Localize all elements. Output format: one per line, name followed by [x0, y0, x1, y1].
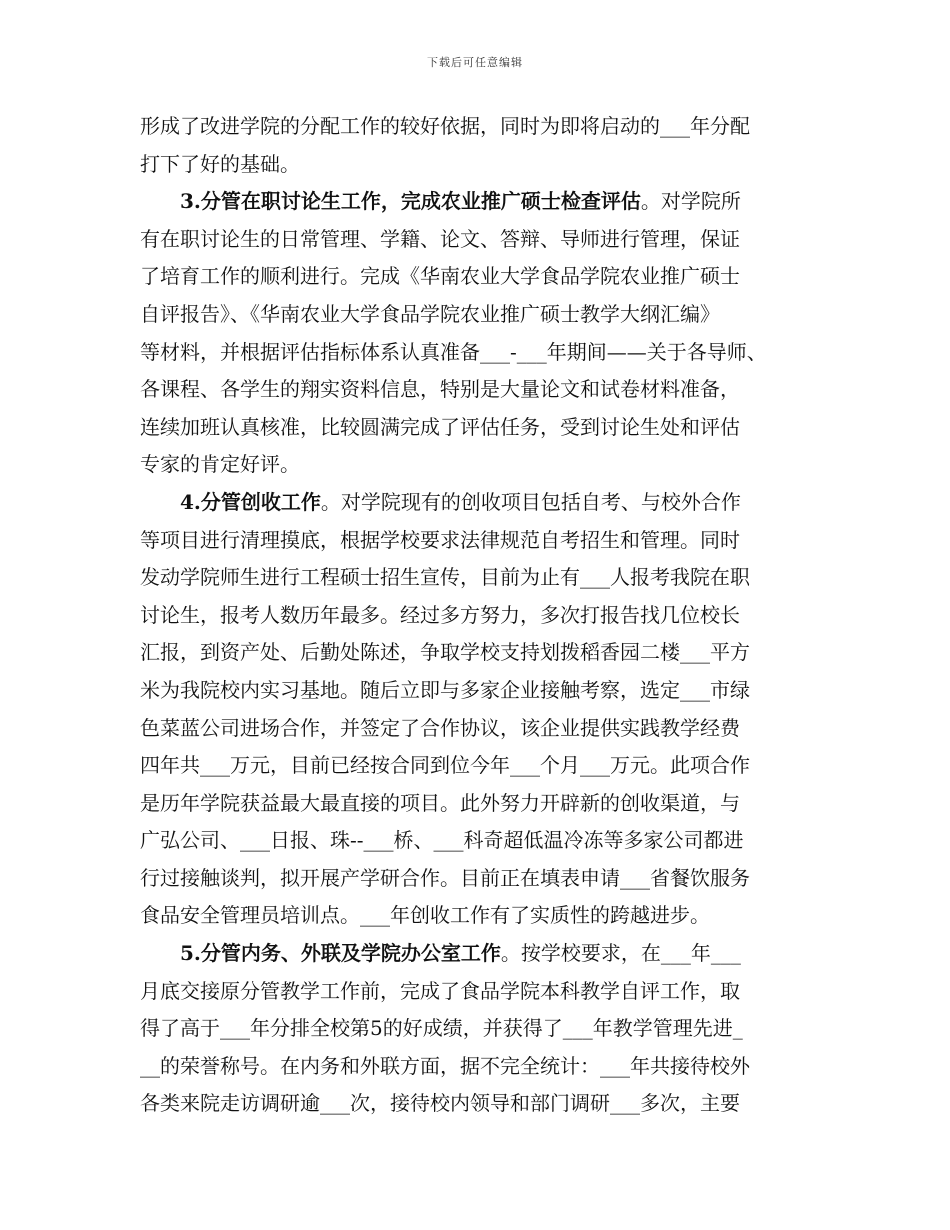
line-text: 食品安全管理员培训点。___年创收工作有了实质性的跨越进步。 — [140, 903, 710, 928]
line-text: 各类来院走访调研逾___次，接待校内领导和部门调研___多次，主要 — [140, 1091, 740, 1116]
text-line — [140, 822, 812, 860]
text-line — [140, 672, 812, 710]
line-text: 得了高于___年分排全校第5的好成绩，并获得了___年教学管理先进_ — [140, 1016, 743, 1041]
line-text: 月底交接原分管教学工作前，完成了食品学院本科教学自评工作，取 — [140, 978, 740, 1003]
text-line — [140, 183, 812, 221]
line-text: 等材料，并根据评估指标体系认真准备___-___年期间——关于各导师、 — [140, 339, 767, 364]
text-line — [140, 1085, 812, 1123]
line-text: 打下了好的基础。 — [140, 151, 300, 176]
text-line — [140, 484, 812, 522]
line-text: __的荣誉称号。在内务和外联方面，据不完全统计：___年共接待校外 — [140, 1053, 750, 1078]
text-line — [140, 146, 812, 184]
text-line — [140, 559, 812, 597]
line-text: 专家的肯定好评。 — [140, 452, 300, 477]
text-line — [140, 522, 812, 560]
line-text: 。对学院现有的创收项目包括自考、与校外合作 — [320, 489, 741, 514]
text-line — [140, 747, 812, 785]
page-header: 下载后可任意编辑 — [427, 56, 523, 69]
line-text: 讨论生，报考人数历年最多。经过多方努力，多次打报告找几位校长 — [140, 602, 740, 627]
line-text: 。对学院所 — [640, 189, 741, 214]
text-line — [140, 258, 812, 296]
text-line — [140, 371, 812, 409]
text-line — [140, 1010, 812, 1048]
line-text: 广弘公司、___日报、珠--___桥、___科奇超低温冷冻等多家公司都进 — [140, 828, 744, 853]
line-text: 发动学院师生进行工程硕士招生宣传，目前为止有___人报考我院在职 — [140, 565, 750, 590]
line-text: 色菜蓝公司进场合作，并签定了合作协议，该企业提供实践教学经费 — [140, 715, 740, 740]
line-text: 有在职讨论生的日常管理、学籍、论文、答辩、导师进行管理，保证 — [140, 226, 740, 251]
line-text: 了培育工作的顺利进行。完成《华南农业大学食品学院农业推广硕士 — [140, 264, 740, 289]
line-text: 汇报，到资产处、后勤处陈述，争取学校支持划拨稻香园二楼___平方 — [140, 640, 750, 665]
section-heading: 3.分管在职讨论生工作，完成农业推广硕士检查评估 — [180, 189, 641, 214]
text-line — [140, 935, 812, 973]
text-line — [140, 221, 812, 259]
line-text: 等项目进行清理摸底，根据学校要求法律规范自考招生和管理。同时 — [140, 527, 740, 552]
text-line — [140, 710, 812, 748]
text-line — [140, 597, 812, 635]
line-text: 米为我院校内实习基地。随后立即与多家企业接触考察，选定___市绿 — [140, 677, 750, 702]
line-text: 自评报告》、《华南农业大学食品学院农业推广硕士教学大纲汇编》 — [140, 301, 720, 326]
document-body — [140, 108, 812, 1123]
text-line — [140, 860, 812, 898]
line-text: 连续加班认真核准，比较圆满完成了评估任务，受到讨论生处和评估 — [140, 414, 740, 439]
text-line — [140, 446, 812, 484]
line-text: 各课程、各学生的翔实资料信息，特别是大量论文和试卷材料准备， — [140, 377, 740, 402]
line-text: 四年共___万元，目前已经按合同到位今年___个月___万元。此项合作 — [140, 753, 750, 778]
text-line — [140, 973, 812, 1011]
text-line — [140, 1048, 812, 1086]
section-heading: 5.分管内务、外联及学院办公室工作 — [180, 941, 501, 966]
text-line — [140, 634, 812, 672]
line-text: 是历年学院获益最大最直接的项目。此外努力开辟新的创收渠道，与 — [140, 790, 740, 815]
text-line — [140, 409, 812, 447]
text-line — [140, 334, 812, 372]
section-heading: 4.分管创收工作 — [180, 489, 321, 514]
text-line — [140, 108, 812, 146]
line-text: 形成了改进学院的分配工作的较好依据，同时为即将启动的___年分配 — [140, 114, 750, 138]
line-text: 。按学校要求，在___年___ — [500, 941, 741, 966]
text-line — [140, 296, 812, 334]
text-line — [140, 785, 812, 823]
line-text: 行过接触谈判，拟开展产学研合作。目前正在填表申请___省餐饮服务 — [140, 865, 750, 890]
text-line — [140, 897, 812, 935]
